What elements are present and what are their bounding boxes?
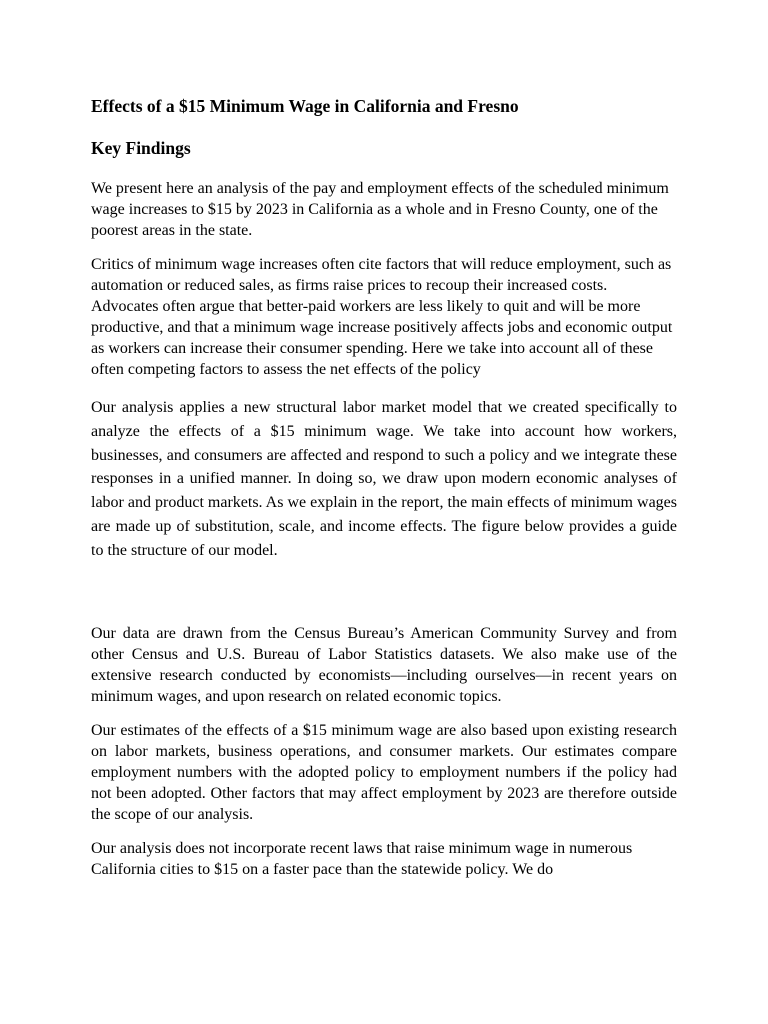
document-body bbox=[91, 94, 677, 880]
paragraph-model: Our analysis applies a new structural labor market model that we created specifically to analyze the effects of a $15 minimum wage. We take into account how workers, businesses, and consumers are affected and respond to such a policy and we integrate these responses in a unified manner. In doing so, we draw upon modern economic analyses of labor and product markets. As we explain in the report, the main effects of minimum wages are made up of substitution, scale, and income effects. The figure below provides a guide to the structure of our model. bbox=[91, 399, 677, 559]
document-title: Effects of a $15 Minimum Wage in California and Fresno bbox=[91, 96, 519, 116]
paragraph-city-laws: Our analysis does not incorporate recent laws that raise minimum wage in numerous California cities to $15 on a faster pace than the statewide policy. We do bbox=[91, 839, 633, 878]
paragraph-data-sources: Our data are drawn from the Census Bureau’s American Community Survey and from other Census and U.S. Bureau of Labor Statistics datasets. We also make use of the extensive research conducted by economists—including ourselves—in recent years on minimum wages, and upon research on related economic topics. bbox=[91, 624, 677, 705]
paragraph-critics-advocates: Critics of minimum wage increases often cite factors that will reduce employment, such as automation or reduced sales, as firms raise prices to recoup their increased costs. Advocates often argue that better-paid workers are less likely to quit and will be more productive, and that a minimum wage increase positively affects jobs and economic output as workers can increase their consumer spending. Here we take into account all of these often competing factors to assess the net effects of the policy bbox=[91, 256, 673, 378]
section-heading-key-findings: Key Findings bbox=[91, 138, 191, 158]
paragraph-intro: We present here an analysis of the pay and employment effects of the scheduled minimum wage increases to $15 by 2023 in California as a whole and in Fresno County, one of the poorest areas in the state. bbox=[91, 180, 669, 239]
paragraph-estimates: Our estimates of the effects of a $15 minimum wage are also based upon existing research on labor markets, business operations, and consumer markets. Our estimates compare employment numbers with the adopted policy to employment numbers if the policy had not been adopted. Other factors that may affect employment by 2023 are therefore outside the scope of our analysis. bbox=[91, 721, 677, 823]
